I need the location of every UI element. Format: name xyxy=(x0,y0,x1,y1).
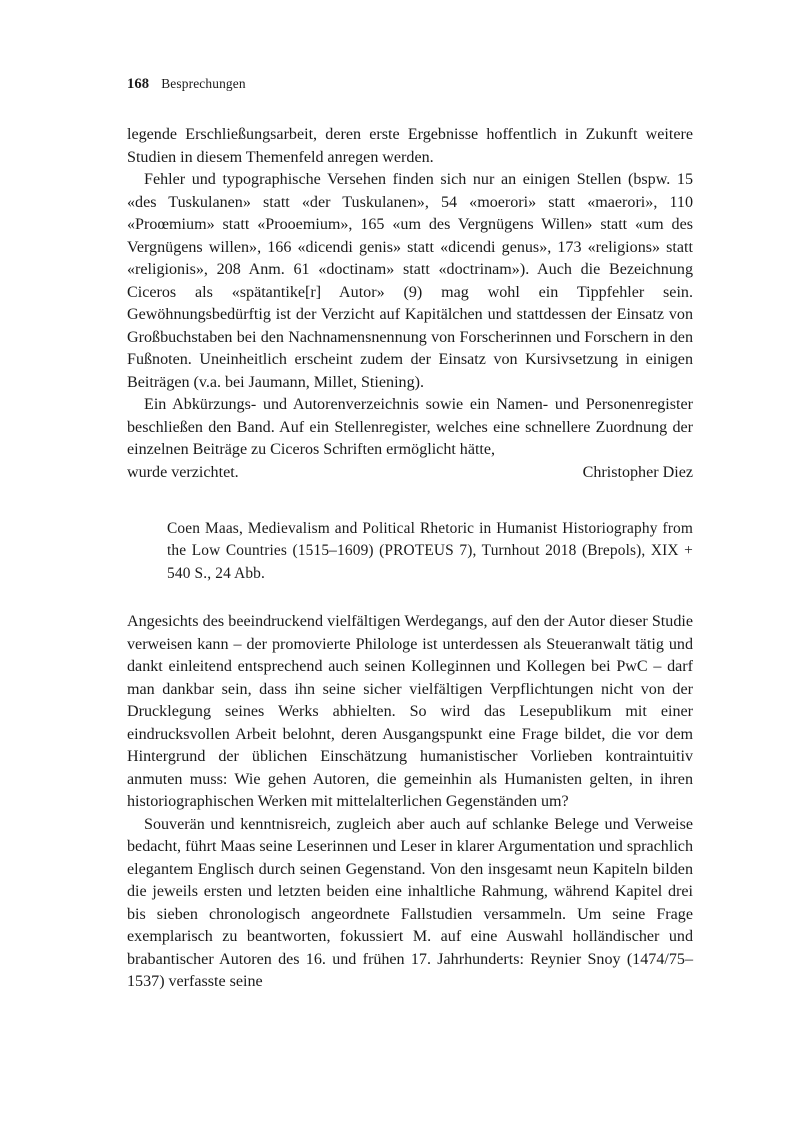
review-two xyxy=(127,611,693,994)
paragraph-errata: Fehler und typographische Versehen finden sich nur an einigen Stellen (bspw. 15 «des Tuskulanen» statt «der Tuskulanen», 54 «moerori» statt «maerori», 110 «Proœmium» statt «Prooemium», 165 «um des Vergnügens Willen» statt «um des Vergnügens willen», 166 «dicendi genis» statt «dicendi genus», 173 «religions» statt «religionis», 208 Anm. 61 «doctinam» statt «doctrinam»). Auch die Bezeichnung Ciceros als «spätantike[r] Autor» (9) mag wohl ein Tippfehler sein. Gewöhnungsbedürftig ist der Verzicht auf Kapitälchen und stattdessen der Einsatz von Großbuchstaben bei den Nachnamensnennung von Forscherinnen und Forschern in den Fußnoten. Uneinheitlich erscheint zudem der Einsatz von Kursivsetzung in einigen Beiträgen (v.a. bei Jaumann, Millet, Stiening). xyxy=(127,171,693,391)
page-content xyxy=(127,76,693,994)
closing-line xyxy=(127,462,693,485)
running-header xyxy=(127,76,693,93)
review-one xyxy=(127,124,693,484)
closing-text: wurde verzichtet. xyxy=(127,463,239,481)
paragraph-structure: Souverän und kenntnisreich, zugleich aber auch auf schlanke Belege und Verweise bedacht, führt Maas seine Leserinnen und Leser in klarer Argumentation und sprachlich elegantem Englisch durch seinen Gegenstand. Von den insgesamt neun Kapiteln bilden die jeweils ersten und letzten beiden eine inhaltliche Rahmung, während Kapitel drei bis sieben chronologisch angeordnete Fallstudien versammeln. Um seine Frage exemplarisch zu beantworten, fokussiert M. auf eine Auswahl holländischer und brabantischer Autoren des 16. und frühen 17. Jahrhunderts: Reynier Snoy (1474/75–1537) verfasste seine xyxy=(127,815,693,991)
reviewer-signature: Christopher Diez xyxy=(582,463,693,481)
paragraph-opening: Angesichts des beeindruckend vielfältigen Werdegangs, auf den der Autor dieser Studie verweisen kann – der promovierte Philologe ist unterdessen als Steueranwalt tätig und dankt einleitend entsprechend auch seinen Kolleginnen und Kollegen bei PwC – darf man dankbar sein, dass ihn seine sicher vielfältigen Verpflichtungen nicht von der Drucklegung seines Werks abhielten. So wird das Lesepublikum mit einer eindrucksvollen Arbeit belohnt, deren Ausgangspunkt eine Frage bildet, die vor dem Hintergrund der üblichen Einschätzung humanistischer Vorlieben kontraintuitiv anmuten muss: Wie gehen Autoren, die gemeinhin als Humanisten gelten, in ihren historiographischen Werken mit mittelalterlichen Gegenständen um? xyxy=(127,613,693,811)
paragraph-indexes: Ein Abkürzungs- und Autorenverzeichnis sowie ein Namen- und Personenregister beschließen den Band. Auf ein Stellenregister, welches eine schnellere Zuordnung der einzelnen Beiträge zu Ciceros Schriften ermöglicht hätte, xyxy=(127,396,693,458)
page-number: 168 xyxy=(127,76,150,92)
paragraph-continuation: legende Erschließungsarbeit, deren erste Ergebnisse hoffentlich in Zukunft weitere Studien in diesem Themenfeld anregen werden. xyxy=(127,126,693,166)
book-citation: Coen Maas, Medievalism and Political Rhetoric in Humanist Historiography from the Low Countries (1515–1609) (PROTEUS 7), Turnhout 2018 (Brepols), XIX + 540 S., 24 Abb. xyxy=(167,520,693,582)
citation-spacer xyxy=(127,585,693,611)
section-title: Besprechungen xyxy=(161,76,246,91)
